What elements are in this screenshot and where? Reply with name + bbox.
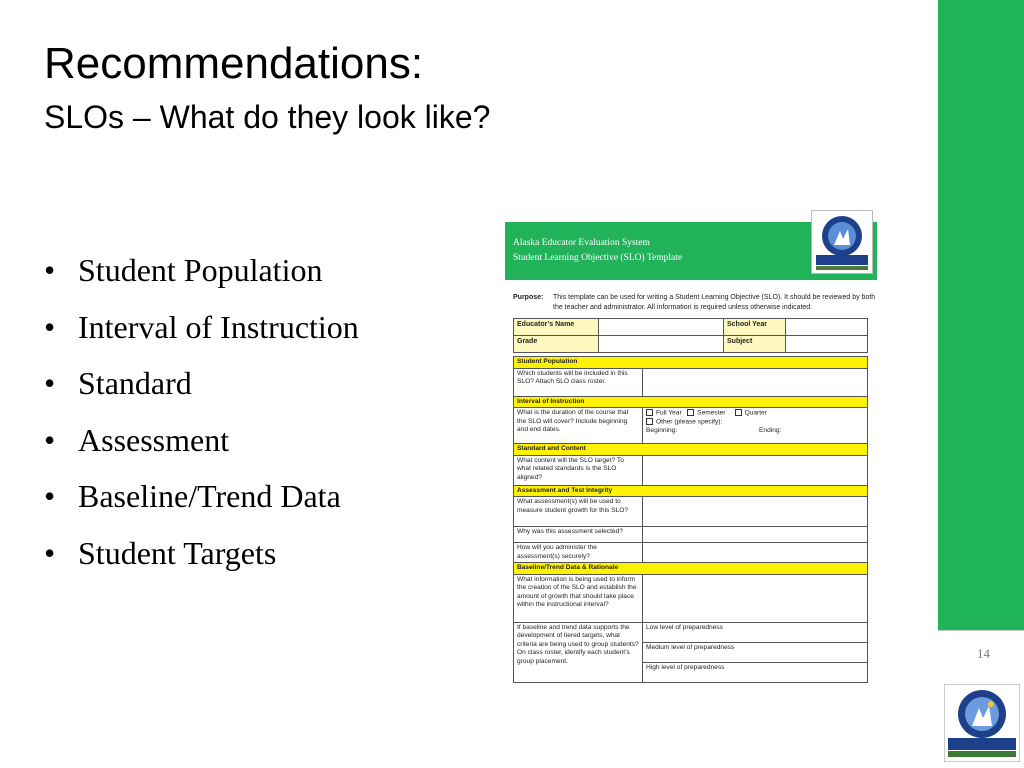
bullet-item: • Baseline/Trend Data: [44, 478, 341, 514]
slo-template-image: [505, 210, 880, 705]
section-baseline: Baseline/Trend Data & Rationale: [514, 563, 868, 575]
medium-preparedness: Medium level of preparedness: [643, 642, 868, 662]
section-assessment: Assessment and Test Integrity: [514, 485, 868, 497]
slide-title: Recommendations:: [44, 39, 424, 88]
education-logo-icon: [811, 210, 873, 274]
low-preparedness: Low level of preparedness: [643, 622, 868, 642]
template-header-line2: Student Learning Objective (SLO) Template: [513, 253, 683, 263]
bullet-icon: •: [44, 534, 56, 571]
bullet-icon: •: [44, 252, 56, 288]
bullet-item: • Interval of Instruction: [44, 308, 359, 345]
question: What content will the SLO target? To what related standards is the SLO aligned?: [514, 455, 643, 485]
checkbox-icon: [687, 409, 694, 416]
question: What assessment(s) will be used to measure student growth for this SLO?: [514, 497, 643, 527]
section-student-population: Student Population: [514, 357, 868, 369]
checkbox-icon: [646, 409, 653, 416]
bullet-icon: •: [44, 421, 56, 458]
section-interval: Interval of Instruction: [514, 396, 868, 408]
template-info-grid: [513, 318, 868, 353]
checkbox-icon: [735, 409, 742, 416]
interval-options: Full Year Semester Quarter Other (please specify): Beginning: Ending:: [643, 408, 868, 444]
side-green-bar: [938, 0, 1024, 630]
subject-label: Subject: [724, 336, 786, 353]
bullet-item: • Standard: [44, 365, 192, 401]
question: If baseline and trend data supports the development of tiered targets, what criteria are being used to group students? On class roster, identify each student’s group placement.: [514, 622, 643, 682]
purpose-text: This template can be used for writing a Student Learning Objective (SLO). It should be reviewed by both the teacher and administrator. All information is required unless otherwise indicated.: [553, 294, 876, 311]
question: What is the duration of the course that the SLO will cover? Include beginning and end dates.: [514, 408, 643, 444]
template-sections-table: [513, 356, 868, 683]
template-header-line1: Alaska Educator Evaluation System: [513, 238, 650, 248]
subject-value: [786, 336, 868, 353]
bullet-item: • Student Targets: [44, 534, 277, 571]
school-year-label: School Year: [724, 319, 786, 336]
high-preparedness: High level of preparedness: [643, 662, 868, 682]
bullet-item: • Student Population: [44, 252, 323, 288]
educator-name-value: [599, 319, 724, 336]
template-purpose: [513, 293, 877, 311]
grade-value: [599, 336, 724, 353]
section-standard: Standard and Content: [514, 444, 868, 456]
school-year-value: [786, 319, 868, 336]
question: Which students will be included in this SLO? Attach SLO class roster.: [514, 368, 643, 396]
bullet-icon: •: [44, 308, 56, 345]
purpose-label: Purpose:: [513, 294, 544, 301]
bullet-item: • Assessment: [44, 421, 230, 458]
educator-name-label: Educator’s Name: [514, 319, 599, 336]
slide-subtitle: SLOs – What do they look like?: [44, 99, 491, 135]
question: Why was this assessment selected?: [514, 527, 643, 543]
question: What information is being used to inform the creation of the SLO and establish the amount of growth that should take place within the instructional interval?: [514, 574, 643, 622]
checkbox-icon: [646, 418, 653, 425]
question: How will you administer the assessment(s) securely?: [514, 543, 643, 563]
bullet-icon: •: [44, 365, 56, 401]
bullet-icon: •: [44, 478, 56, 514]
education-department-logo-icon: [944, 684, 1020, 762]
page-number: 14: [977, 646, 990, 661]
side-divider: [938, 630, 1024, 631]
bullet-list: [44, 250, 359, 589]
grade-label: Grade: [514, 336, 599, 353]
